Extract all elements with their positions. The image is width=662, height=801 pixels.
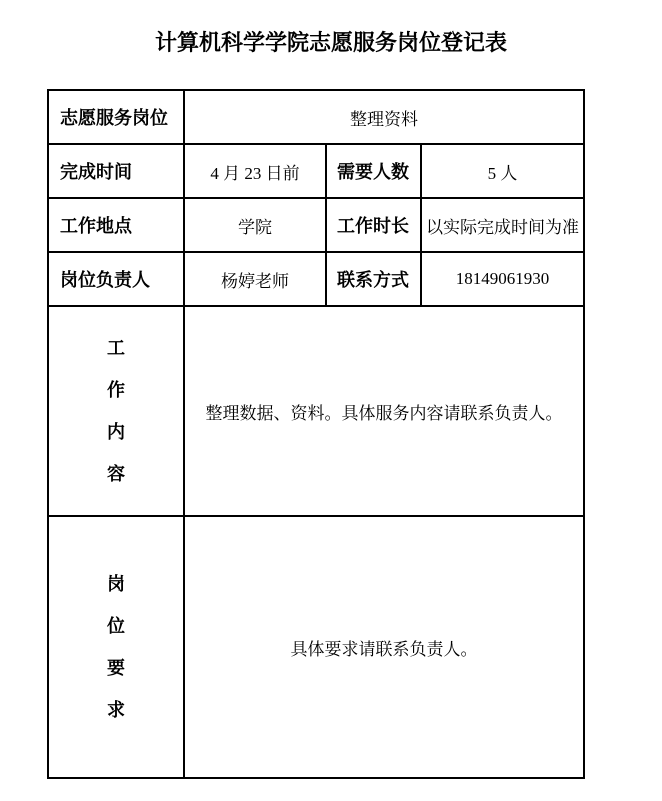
work-content-value: 整理数据、资料。具体服务内容请联系负责人。	[184, 306, 584, 516]
table-row	[48, 144, 584, 198]
volunteer-position-value: 整理资料	[184, 90, 584, 144]
table-row	[48, 198, 584, 252]
table-row	[48, 90, 584, 144]
position-manager-label: 岗位负责人	[48, 252, 184, 306]
position-manager-value: 杨婷老师	[184, 252, 326, 306]
position-requirements-label	[48, 516, 184, 778]
volunteer-position-label: 志愿服务岗位	[48, 90, 184, 144]
table-row	[48, 252, 584, 306]
work-duration-value: 以实际完成时间为准	[421, 198, 584, 252]
position-requirements-label-text: 岗位要求	[107, 574, 125, 720]
work-location-label: 工作地点	[48, 198, 184, 252]
contact-value: 18149061930	[421, 252, 584, 306]
registration-table	[47, 89, 585, 779]
position-requirements-value: 具体要求请联系负责人。	[184, 516, 584, 778]
work-duration-label: 工作时长	[326, 198, 421, 252]
table-row	[48, 306, 584, 516]
work-content-label	[48, 306, 184, 516]
contact-label: 联系方式	[326, 252, 421, 306]
deadline-label: 完成时间	[48, 144, 184, 198]
table-row	[48, 516, 584, 778]
work-location-value: 学院	[184, 198, 326, 252]
deadline-value: 4 月 23 日前	[184, 144, 326, 198]
work-content-label-text: 工作内容	[107, 338, 125, 484]
page-title: 计算机科学学院志愿服务岗位登记表	[154, 30, 507, 55]
people-count-value: 5 人	[421, 144, 584, 198]
people-count-label: 需要人数	[326, 144, 421, 198]
